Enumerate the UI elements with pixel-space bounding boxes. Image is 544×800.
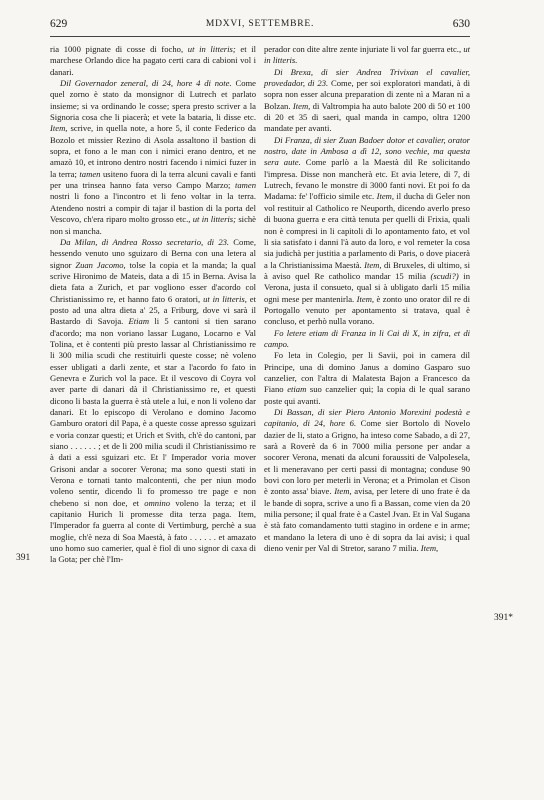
right-column bbox=[264, 44, 470, 554]
paragraph: Di Brexa, di sier Andrea Trivixan el cavalier, provedador, di 23. Come, per soi exploratori mandati, à di sopra non esser alcuna preparation di zente nì a Maran nì a Bolzan. Item, di Valtrompia ha auto balote 200 di 50 et 100 di 20 et 35 di saeri, qual manda in campo, oltra 1200 mandate per avanti. bbox=[264, 66, 470, 134]
page-header bbox=[50, 18, 470, 34]
page-number-left: 629 bbox=[50, 18, 68, 30]
paragraph: Di Franza, di sier Zuan Badoer dotor et cavalier, orator nostro, date in Ambosa a dì 12, sono vechie, ma questa sera aute. Come parlò a la Maestà dil Re solicitando l'impresa. Disse non mancherà etc. Et avia letere, di 7, di Lutrech, fevano le monstre di 3000 fanti novi. Et poi fo da Madama: fe' l'officio simile etc. Item, il ducha di Geler non vol restituir al Catholico re Neuporth, dicendo averlo preso di buona guerra e era città tenuta per quelli di Frixia, quali non è compresi in li capitoli di lo apontamento fato, et vol li sia satisfato i danni l'à auto da loro, e vol remeter la cosa sia judichà per justitia a parlamento di Paris, o dove piacerà a la Christianissima Maestà. Item, di Bruxeles, di ultimo, si à aviso quel Re catholico mandar 15 milia (scudi?) in Verona, justa il consueto, qual si à ubligato darli 15 milia ogni mese per mantenirla. Item, è zonto uno orator dil re di Portogallo venuto per apontamento si tratava, qual è concluso, et perhò nulla vorano. bbox=[264, 134, 470, 327]
paragraph: Dil Governador zeneral, di 24, hore 4 di note. Come quel zorno è stato da monsignor di Lutrech et parlato insieme; si va ordinando le cosse; spera presto scriver a la Signoria cosa che li piacerà; et vete la bataria, li disse etc. Item, scrive, in quella note, a hore 5, il conte Federico da Bozolo et missier Rezino di Asola assaltono il bastion di sopra, et fono a le man con i nimici erano dentro, et ne amazò 10, et introno dentro nostri facendo i nimici fuzer in la terra; tamen usiteno fuora di la terra alcuni cavali e fanti per una trinsea hanno fata verso Campo Marzo; tamen nostri li fono a l'incontro et li feno voltar in la terra. Atendeno nostri a compir di tajar il bastion di la porta del Vescovo, ch'era riparo molto grosso etc., ut in litteris; sichè non si mancha. bbox=[50, 78, 256, 236]
header-rule bbox=[50, 36, 470, 37]
paragraph: perador con dite altre zente injuriate li vol far guerra etc., ut in litteris. bbox=[264, 44, 470, 66]
paragraph: Fo letere etiam di Franza in li Cai di X, in zifra, et di campo. bbox=[264, 327, 470, 349]
paragraph: ria 1000 pignate di cosse di focho, ut in litteris; et il marchese Orlando dice ha pagato certi cara di cabioni vol i danari. bbox=[50, 44, 256, 77]
page-number-right: 630 bbox=[452, 18, 470, 30]
paragraph: Da Milan, di Andrea Rosso secretario, di 23. Come, hessendo venuto uno sguizaro di Berna con una letera al signor Zuan Jacomo, tolse la copia et la manda; la qual scrive Hironimo de Mateis, data a dì 15 in Berna. Avisa la dieta fata a Zurich, et par vogliono esser d'acordo col Christianissimo re, et hanno fato 6 oratori, ut in litteris, et posto ad una altra dieta a' 25, a Friburg, dove vi sarà il Bastardo di Savoja. Etiam li 5 cantoni si tien sarano d'acordo; ma non voriano lassar Lugano, Locarno e Val Tolina, et è contenti più presto lassar al Christianissimo re li 300 milia scudi che restituirli queste cosse; nè voleno esser ubligati a darli zente, et star a l'acordo fo fato in Genevra e Zurich vol la pace. Et il vescovo di Coyra vol aver parte di danari dà il Christianissimo re, et questi dicono li basta la guerra è stà utele a lui, e non li voleno dar danari. Et lo episcopo di Verolano e domino Jacomo Gamburo oratori dil Papa, è a queste cosse apresso sguizari e voria conzar questi; et Urich et Svith, ch'è do cantoni, par siano . . . . . . ; et de li 200 milia scudi il Christianissimo re à dati a essi sguizari etc. Et l' Imperador voria mover Grisoni andar a socorer Verona; ma sono questi stati in Verona e tornati tanto malcontenti, che per niun modo voleno sentir, dicendo li fo promesso tre page e non chebeno si non doe, et omnino voleno la terza; et il capitanio Hurich li promesse dita terza paga. Item, l'Imperador fa guerra al conte di Vertimburg, perchè a sua moglie, ch'è neza di Soa Maestà, à fato . . . . . . et amazato uno homo suo camerier, qual è fiol di uno signor di caxa di la Gota; per chè l'Im- bbox=[50, 236, 256, 565]
left-column bbox=[50, 44, 256, 566]
paragraph: Fo leta in Colegio, per li Savii, poi in camera dil Principe, una di domino Janus a domino Gasparo suo canzelier, con l'altra di Malatesta Bajon a Francesco da Fiano etiam suo canzelier qui; la copia di le qual sarano poste qui avanti. bbox=[264, 350, 470, 406]
margin-number-left: 391 bbox=[16, 553, 31, 563]
margin-number-right: 391* bbox=[494, 613, 513, 623]
paragraph: Di Bassan, di sier Piero Antonio Morexini podestà e capitanio, di 24, hore 6. Come sier Bortolo di Novelo dazier de li, stato a Grigno, ha inteso come Sabado, a dì 27, sarà a Roverè da 6 in 7000 milia persone per andar a socorer Verona, menati da alcuni foraussiti de Valpolesela, et li meneravano per certi passi di montagna; conduse 90 bovi con loro per meterli in Verona; et a Primolan et Cison è zonto assa' biave. Item, avisa, per letere di uno frate è da le bande di sopra, scrive a uno fì a Bassan, come vien da 20 milia persone; il qual frate è a Castel Jvan. Et in Val Sugana è stà fato comandamento tutti stagino in ordene e in arme; et mandano la letera di uno è di sopra da lai avisi; i qual dieno venir per Val di Stretor, sarano 7 milia. Item, bbox=[264, 407, 471, 554]
running-title: MDXVI, SETTEMBRE. bbox=[205, 19, 315, 29]
